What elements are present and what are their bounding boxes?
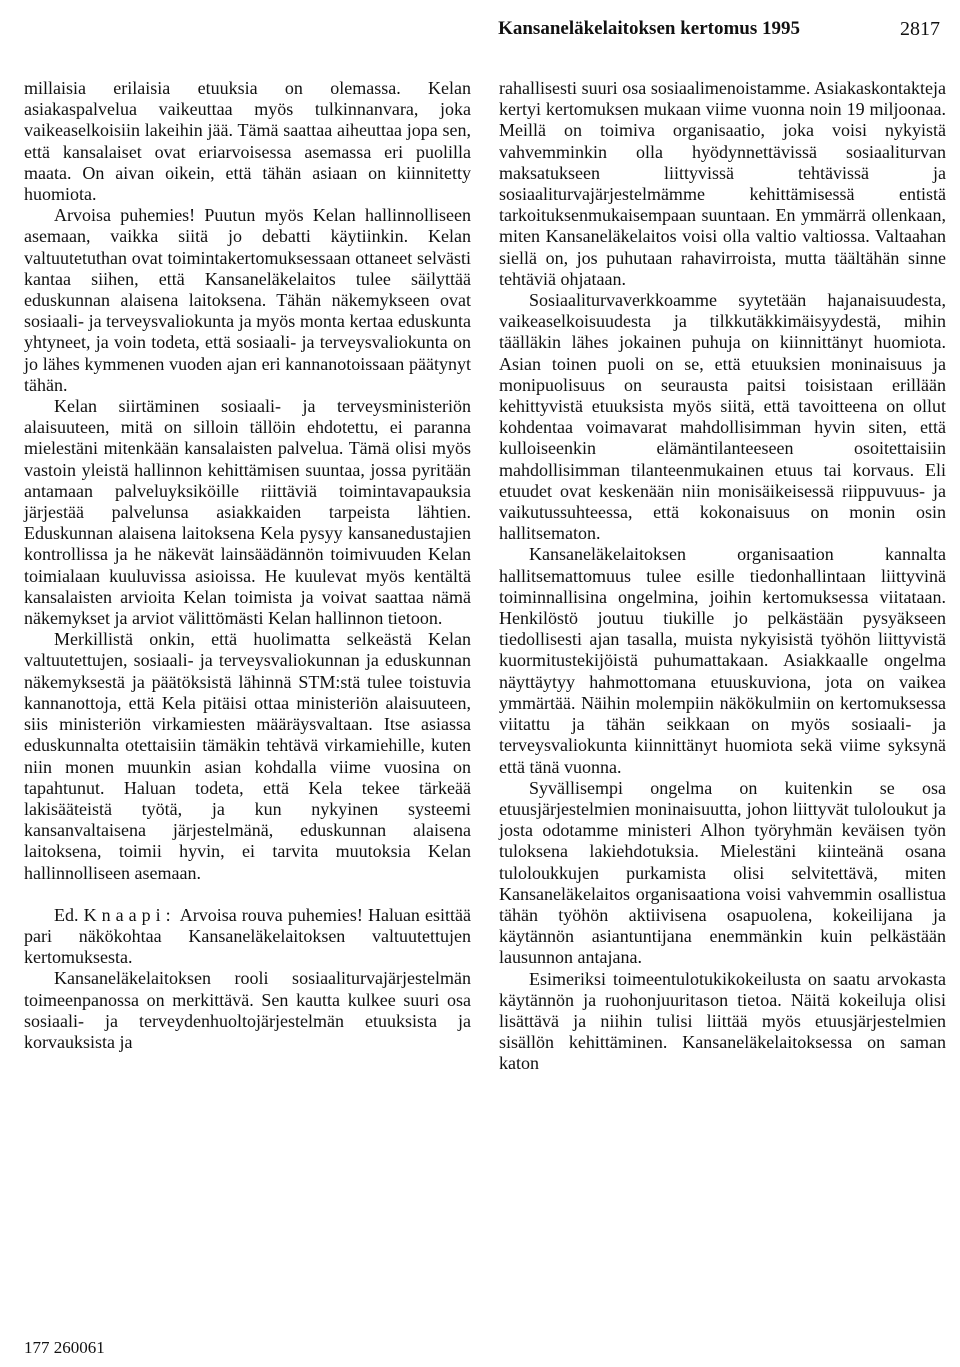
page-number: 2817 [900,18,940,40]
left-column [24,78,471,1053]
paragraph: Kansaneläkelaitoksen organisaation kannalta hallitsemattomuus tulee esille tiedonhallintaan liittyvinä toiminnallisina ongelmina, joihin kertomuksessa viitataan. Henkilöstö joutuu tiukille jo pelkästään pysyäkseen tiedollisesti ajan tasalla, muista nykyisistä työhön liittyvistä kuormitustekijöistä puhumattakaan. Asiakkaalle ongelma näyttäytyy hahmottomana etuuskuviona, jota on vaikea ymmärtää. Näihin molempiin näkökulmiin on kertomuksessa viitattu ja tähän seikkaan on myös sosiaali- ja terveysvaliokunta kiinnittänyt huomiota sekä viime syksynä että tänä vuonna. [499,544,946,777]
paragraph: millaisia erilaisia etuuksia on olemassa. Kelan asiakaspalvelua vaikeuttaa myös tulkinnanvara, joka vaikeaselkoisiin lakeihin jää. Tämä saattaa aiheuttaa jopa sen, että kansalaiset ovat eriarvoisessa asemassa eri puolilla maata. On aivan oikein, että tähän asiaan on kiinnitetty huomiota. [24,78,471,205]
paragraph: rahallisesti suuri osa sosiaalimenoistamme. Asiakaskontakteja kertyi kertomuksen mukaan viime vuonna noin 19 miljoonaa. Meillä on toimiva organisaatio, joka voisi nykyistä vahvemminkin olla hyödynnettävissä sosiaaliturvan maksatukseen liittyvissä tehtävissä ja sosiaaliturvajärjestelmämme kehittämisessä entistä tarkoituksenmukaisempaan suuntaan. En ymmärrä ollenkaan, miten Kansaneläkelaitos voisi olla valtio valtiossa. Valtaahan siellä on, jos puhutaan rahavirroista, mutta täältähän sinne tehtäviä ohjataan. [499,78,946,289]
speaker-name: Knaapi: [83,904,176,925]
right-column [499,78,946,1075]
paragraph: Sosiaaliturvaverkkoamme syytetään hajanaisuudesta, vaikeaselkoisuudesta ja tilkkutäkkimäisyydestä, mihin täälläkin lähes jokainen puhuja on kiinnittänyt huomiota. Asian toinen puoli on se, että etuuksien moninaisuus ja monipuolisuus on seurausta paitsi toisistaan erillään kehittyvistä etuuksista myös siitä, että tavoitteena on ollut kohdentaa voimavarat mahdollisimman hyvin siten, että kulloiseenkin elämäntilanteeseen osoitettaisiin mahdollisimman tilanteenmukainen etuus tai korvaus. Eli etuudet ovat keskenään niin monisäikeisessä riippuvuus- ja vaikutussuhteessa, että kokonaisuus on monin osin hallitsematon. [499,290,946,544]
paragraph: Esimeriksi toimeentulotukikokeilusta on saatu arvokasta käytännön ja ruohonjuuritason tietoa. Näitä kokeiluja olisi lisättävä ja niihin tulisi liittää myös etuusjärjestelmien sisällön kehittäminen. Kansaneläkelaitoksessa on saman katon [499,968,946,1074]
speaker-text: Arvoisa rouva puhemies! Haluan esittää pari näkökohtaa Kansaneläkelaitoksen valtuutettujen kertomuksesta. [24,904,472,968]
speaker-paragraph [24,905,471,969]
paragraph: Arvoisa puhemies! Puutun myös Kelan hallinnolliseen asemaan, vaikka siitä jo debatti käytiinkin. Kelan valtuutetuthan ovat toimintakertomuksessaan ottaneet selvästi kantaa siihen, että Kansaneläkelaitos tulee säilyttää eduskunnan alaisena laitoksena. Tähän näkemykseen ovat sosiaali- ja terveysvaliokunta ja myös monta kertaa eduskunta yhtyneet, ja voin todeta, että sosiaali- ja terveysvaliokunta on jo lähes kymmenen vuoden ajan eri kannanotoissaan päätynyt tähän. [24,205,471,395]
paragraph: Kansaneläkelaitoksen rooli sosiaaliturvajärjestelmän toimeenpanossa on merkittävä. Sen kautta kulkee suuri osa sosiaali- ja terveydenhuoltojärjestelmän etuuksista ja korvauksista ja [24,968,471,1052]
print-code: 177 260061 [24,1338,105,1357]
speaker-prefix: Ed. [54,904,79,925]
paragraph: Kelan siirtäminen sosiaali- ja terveysministeriön alaisuuteen, mitä on silloin tällöin ehdotettu, ei paranna mielestäni mitenkään kansalaisten palvelua. Tämä olisi myös vastoin yleistä hallinnon kehittämisen suuntaa, jossa pyritään antamaan palveluyksiköille riittäviä toimintavapauksia järjestää palvelunsa asiakkaiden tarpeista lähtien. Eduskunnan alaisena laitoksena Kela pysyy kansanedustajien kontrollissa ja he näkevät lainsäädännön toimivuuden Kelan toimialaan kuuluvissa asioissa. He kuulevat myös kentältä kansalaisten arvioita Kelan toimista ja voivat saattaa nämä näkemykset ja arviot välittömästi Kelan hallinnon tietoon. [24,396,471,629]
paragraph: Merkillistä onkin, että huolimatta selkeästä Kelan valtuutettujen, sosiaali- ja terveysvaliokunnan ja eduskunnan näkemyksestä ja päätöksistä lähinnä STM:stä tulee toistuvia kannanottoja, että Kela pitäisi ottaa ministeriön alaisuuteen, siis ministeriön virkamiesten määräysvaltaan. Itse asiassa eduskunnalta otettaisiin tämäkin tehtävä virkamiehille, kuten niin monen muunkin asian kohdalla viime vuosina on tapahtunut. Haluan todeta, että Kela tekee tärkeää lakisääteistä työtä, ja kun nykyinen systeemi kansanvaltaisena järjestelmänä, eduskunnan alaisena laitoksena, toimii hyvin, ei tarvita muutoksia Kelan hallinnolliseen asemaan. [24,629,471,883]
paragraph: Syvällisempi ongelma on kuitenkin se osa etuusjärjestelmien moninaisuutta, johon liittyvät tuloloukut ja josta odotamme ministeri Alhon työryhmän keväisen työn tuloksena lakiehdotuksia. Mielestäni kiinteänä osana tuloloukkujen purkamista olisi selvitettävä, miten Kansaneläkelaitos organisaationa voisi vahvemmin osallistua tähän työhön aktiivisena osapuolena, kokeilijana ja käytännön asiantuntijana enemmänkin kuin pelkästään lausunnon antajana. [499,777,946,968]
page-header [24,18,940,48]
running-title: Kansaneläkelaitoksen kertomus 1995 [498,18,800,39]
